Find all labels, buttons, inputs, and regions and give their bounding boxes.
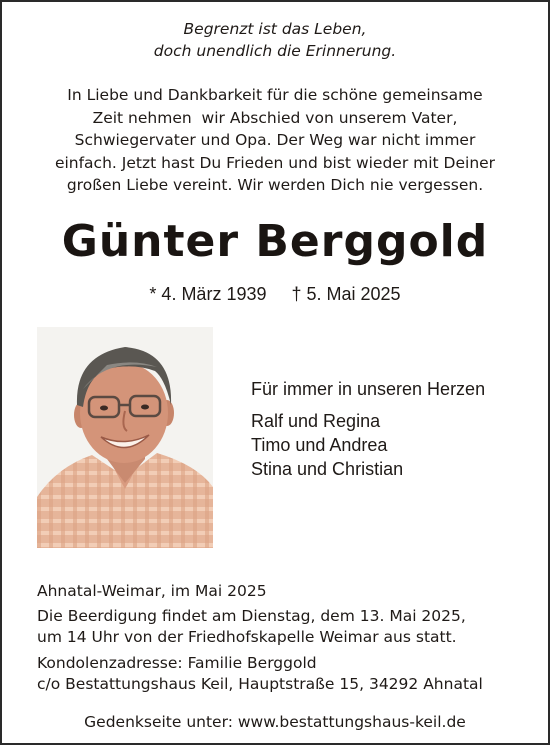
tribute-block xyxy=(251,377,485,481)
funeral-line: um 14 Uhr von der Friedhofskapelle Weimar aus statt. xyxy=(37,628,457,646)
funeral-line: Die Beerdigung findet am Dienstag, dem 13. Mai 2025, xyxy=(37,606,466,625)
memorial-website: Gedenkseite unter: www.bestattungshaus-keil.de xyxy=(84,713,466,731)
mourner-name: Timo und Andrea xyxy=(251,435,388,455)
motto-line: doch unendlich die Erinnerung. xyxy=(153,42,397,60)
place-date: Ahnatal-Weimar, im Mai 2025 xyxy=(37,582,267,600)
motto-line: Begrenzt ist das Leben, xyxy=(183,20,367,38)
life-dates xyxy=(2,283,548,305)
birth-date: * 4. März 1939 xyxy=(149,284,267,304)
mourner-name: Stina und Christian xyxy=(251,459,404,479)
intro-text xyxy=(2,84,548,197)
portrait-illustration xyxy=(37,327,213,548)
death-date: † 5. Mai 2025 xyxy=(291,284,401,304)
intro-line: Schwiegervater und Opa. Der Weg war nicht immer xyxy=(74,131,476,149)
intro-line: In Liebe und Dankbarkeit für die schöne gemeinsame xyxy=(67,86,483,104)
tribute-heading: Für immer in unseren Herzen xyxy=(251,379,486,399)
intro-line: einfach. Jetzt hast Du Frieden und bist wieder mit Deiner xyxy=(54,153,496,172)
condolence-line: Kondolenzadresse: Familie Berggold xyxy=(37,653,317,672)
motto-quote xyxy=(2,18,548,62)
intro-line: Zeit nehmen wir Abschied von unserem Vater, xyxy=(92,108,458,127)
intro-line: großen Liebe vereint. Wir werden Dich nie vergessen. xyxy=(66,176,484,194)
condolence-line: c/o Bestattungshaus Keil, Hauptstraße 15, 34292 Ahnatal xyxy=(37,675,483,693)
portrait-photo xyxy=(37,327,213,548)
deceased-name: Günter Berggold xyxy=(61,216,489,267)
footer-info xyxy=(37,581,483,696)
mourner-name: Ralf und Regina xyxy=(251,411,381,431)
